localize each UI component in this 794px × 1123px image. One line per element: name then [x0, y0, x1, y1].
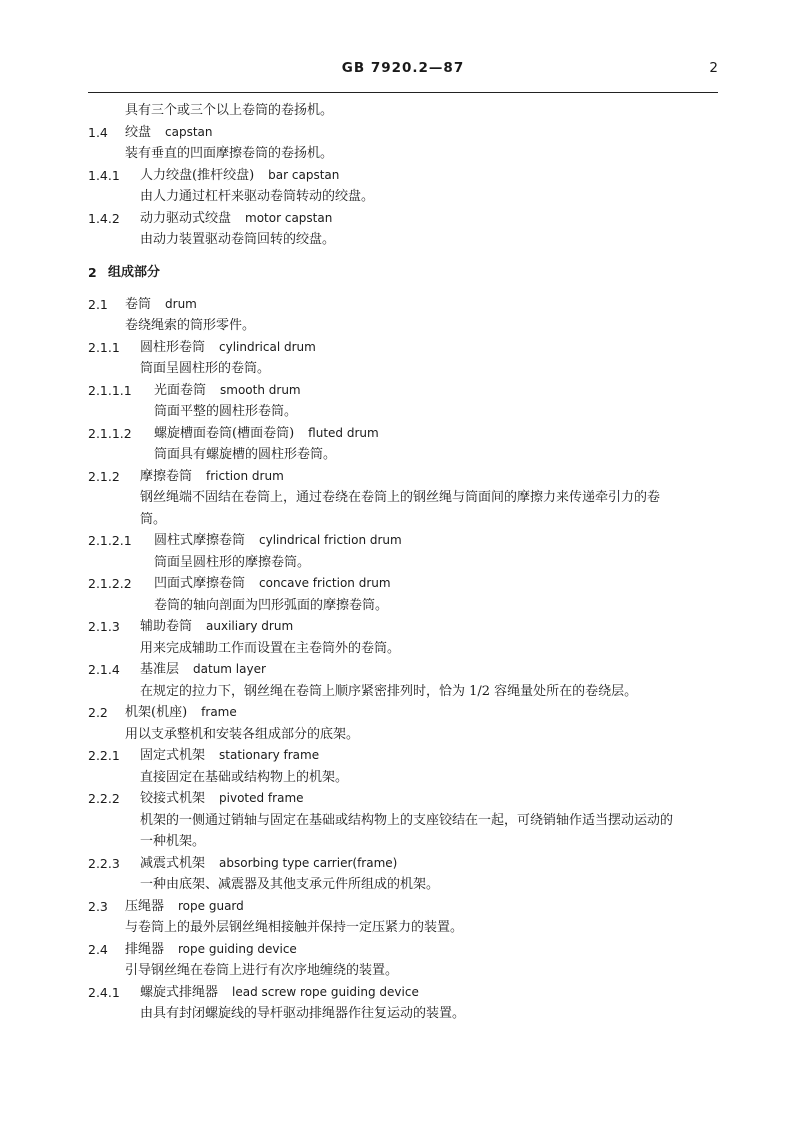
- term-english: motor capstan: [245, 210, 333, 225]
- term: [125, 939, 297, 961]
- term: [140, 788, 304, 810]
- term: [140, 659, 266, 681]
- term-entry: [88, 530, 728, 552]
- term: [140, 745, 319, 767]
- term-entry: [88, 122, 728, 144]
- standard-number: GB 7920.2—87: [341, 60, 465, 76]
- definition-text: 筒面平整的圆柱形卷筒。: [154, 404, 298, 419]
- term-chinese: 压绳器: [125, 898, 165, 914]
- header-rule: [88, 92, 718, 93]
- clause-number: 1.4.2: [88, 210, 120, 226]
- definition-text: 装有垂直的凹面摩擦卷筒的卷扬机。: [125, 146, 334, 161]
- term-chinese: 凹面式摩擦卷筒: [154, 576, 246, 591]
- clause-number: 2.3: [88, 898, 108, 914]
- term-entry: [88, 165, 728, 187]
- term-chinese: 卷筒: [125, 296, 152, 312]
- term-entry: [88, 853, 728, 875]
- term-english: cylindrical friction drum: [259, 533, 402, 547]
- term-entry: [88, 294, 728, 316]
- definition-text: 用来完成辅助工作而设置在主卷筒外的卷筒。: [140, 640, 401, 656]
- term-entry: [88, 939, 728, 961]
- definition-line: [88, 681, 728, 703]
- term-chinese: 螺旋槽面卷筒(槽面卷筒): [154, 425, 295, 441]
- definition-line: [88, 487, 728, 509]
- term-chinese: 螺旋式排绳器: [140, 984, 219, 1000]
- term-entry: [88, 208, 728, 230]
- term-chinese: 机架(机座): [125, 705, 188, 720]
- clause-number: 2.1: [88, 296, 108, 312]
- clause-number: 2.1.3: [88, 619, 120, 634]
- definition-line: [88, 229, 728, 251]
- term-english: bar capstan: [268, 167, 340, 182]
- clause-number: 2.2.3: [88, 855, 120, 871]
- definition-text: 具有三个或三个以上卷筒的卷扬机。: [125, 103, 334, 118]
- definition-line: [88, 1003, 728, 1025]
- section-title: 组成部分: [108, 264, 161, 280]
- definition-line: [88, 810, 728, 832]
- definition-text: 机架的一侧通过销轴与固定在基础或结构物上的支座铰结在一起，可绕销轴作适当摆动运动的: [140, 812, 674, 828]
- term-english: concave friction drum: [259, 576, 391, 590]
- definition-text: 筒。: [140, 511, 167, 527]
- term-entry: [88, 702, 728, 724]
- term-entry: [88, 982, 728, 1004]
- term-entry: [88, 380, 728, 402]
- definition-text: 一种由底架、减震器及其他支承元件所组成的机架。: [140, 877, 440, 892]
- term: [154, 380, 301, 402]
- definition-line: [88, 917, 728, 939]
- definition-line: [88, 358, 728, 380]
- term-english: drum: [165, 296, 197, 311]
- section-heading: [88, 251, 728, 294]
- definition-text: 用以支承整机和安装各组成部分的底架。: [125, 726, 360, 742]
- term-entry: [88, 788, 728, 810]
- definition-text: 直接固定在基础或结构物上的机架。: [140, 769, 349, 785]
- section-number: 2: [88, 264, 97, 280]
- definition-line: [88, 960, 728, 982]
- term-english: absorbing type carrier(frame): [219, 855, 398, 870]
- definition-line: [88, 100, 728, 122]
- clause-number: 2.1.1.2: [88, 425, 132, 441]
- term-entry: [88, 466, 728, 488]
- term-chinese: 排绳器: [125, 941, 165, 957]
- term: [140, 616, 293, 638]
- definition-text: 钢丝绳端不固结在卷筒上，通过卷绕在卷筒上的钢丝绳与筒面间的摩擦力来传递牵引力的卷: [140, 490, 661, 505]
- definition-line: [88, 724, 728, 746]
- definition-text: 筒面具有螺旋槽的圆柱形卷筒。: [154, 447, 337, 462]
- term: [154, 423, 379, 445]
- term: [140, 466, 284, 488]
- definition-text: 引导钢丝绳在卷筒上进行有次序地缠绕的装置。: [125, 963, 399, 978]
- clause-number: 1.4: [88, 124, 108, 140]
- definition-text: 一种机架。: [140, 834, 206, 849]
- clause-number: 2.2.1: [88, 748, 120, 763]
- definition-line: [88, 444, 728, 466]
- clause-number: 2.1.1.1: [88, 382, 132, 398]
- term: [125, 294, 197, 316]
- term-chinese: 圆柱式摩擦卷筒: [154, 533, 246, 548]
- term-english: smooth drum: [220, 382, 301, 397]
- term-chinese: 固定式机架: [140, 748, 206, 763]
- term-chinese: 基准层: [140, 662, 180, 677]
- term-english: rope guard: [178, 898, 244, 913]
- term-chinese: 减震式机架: [140, 855, 206, 871]
- term-english: cylindrical drum: [219, 339, 316, 354]
- term-chinese: 摩擦卷筒: [140, 468, 193, 484]
- term-entry: [88, 616, 728, 638]
- term-english: fluted drum: [308, 425, 379, 440]
- definition-line: [88, 315, 728, 337]
- definition-line: [88, 552, 728, 574]
- definition-text: 与卷筒上的最外层钢丝绳相接触并保持一定压紧力的装置。: [125, 920, 464, 935]
- definition-line: [88, 186, 728, 208]
- term-chinese: 人力绞盘(推杆绞盘): [140, 167, 255, 183]
- term-english: friction drum: [206, 468, 284, 483]
- definition-text: 在规定的拉力下，钢丝绳在卷筒上顺序紧密排列时，恰为 1/2 容绳量处所在的卷绕层。: [140, 683, 638, 699]
- clause-number: 2.1.1: [88, 339, 120, 355]
- term-english: rope guiding device: [178, 941, 297, 956]
- clause-number: 2.2: [88, 705, 108, 720]
- definition-line: [88, 874, 728, 896]
- term: [140, 208, 332, 230]
- term-chinese: 圆柱形卷筒: [140, 339, 206, 355]
- clause-number: 2.1.4: [88, 662, 120, 677]
- term-entry: [88, 573, 728, 595]
- document-body: [88, 100, 728, 1025]
- term-english: capstan: [165, 124, 213, 139]
- definition-text: 筒面呈圆柱形的摩擦卷筒。: [154, 554, 311, 570]
- definition-text: 卷绕绳索的筒形零件。: [125, 318, 256, 333]
- definition-text: 由人力通过杠杆来驱动卷筒转动的绞盘。: [140, 189, 375, 204]
- clause-number: 2.2.2: [88, 791, 120, 806]
- term: [140, 337, 316, 359]
- term-entry: [88, 896, 728, 918]
- term-english: lead screw rope guiding device: [232, 984, 419, 999]
- definition-text: 筒面呈圆柱形的卷筒。: [140, 361, 271, 376]
- term-chinese: 铰接式机架: [140, 791, 206, 806]
- term-chinese: 辅助卷筒: [140, 619, 193, 634]
- clause-number: 2.4: [88, 941, 108, 957]
- term: [140, 982, 419, 1004]
- term-entry: [88, 745, 728, 767]
- term: [125, 122, 213, 144]
- term: [140, 853, 397, 875]
- page-header: [88, 60, 718, 82]
- term: [125, 702, 237, 724]
- definition-text: 卷筒的轴向剖面为凹形弧面的摩擦卷筒。: [154, 597, 389, 613]
- term-english: auxiliary drum: [206, 619, 294, 633]
- term-entry: [88, 337, 728, 359]
- term: [154, 530, 402, 552]
- term-entry: [88, 659, 728, 681]
- term-english: datum layer: [193, 662, 266, 676]
- definition-line: [88, 767, 728, 789]
- term-english: stationary frame: [219, 748, 320, 762]
- definition-line: [88, 831, 728, 853]
- clause-number: 2.1.2.2: [88, 576, 132, 591]
- clause-number: 2.4.1: [88, 984, 120, 1000]
- term: [154, 573, 391, 595]
- clause-number: 1.4.1: [88, 167, 120, 183]
- definition-text: 由具有封闭螺旋线的导杆驱动排绳器作往复运动的装置。: [140, 1006, 466, 1021]
- term-chinese: 动力驱动式绞盘: [140, 210, 232, 226]
- definition-text: 由动力装置驱动卷筒回转的绞盘。: [140, 232, 336, 247]
- definition-line: [88, 401, 728, 423]
- definition-line: [88, 143, 728, 165]
- term-english: pivoted frame: [219, 791, 304, 805]
- clause-number: 2.1.2: [88, 468, 120, 484]
- definition-line: [88, 509, 728, 531]
- term-chinese: 绞盘: [125, 124, 152, 140]
- definition-line: [88, 638, 728, 660]
- term-chinese: 光面卷筒: [154, 382, 207, 398]
- definition-line: [88, 595, 728, 617]
- term: [125, 896, 244, 918]
- term: [140, 165, 339, 187]
- clause-number: 2.1.2.1: [88, 533, 132, 548]
- page-number: 2: [709, 60, 718, 76]
- term-english: frame: [201, 705, 237, 719]
- term-entry: [88, 423, 728, 445]
